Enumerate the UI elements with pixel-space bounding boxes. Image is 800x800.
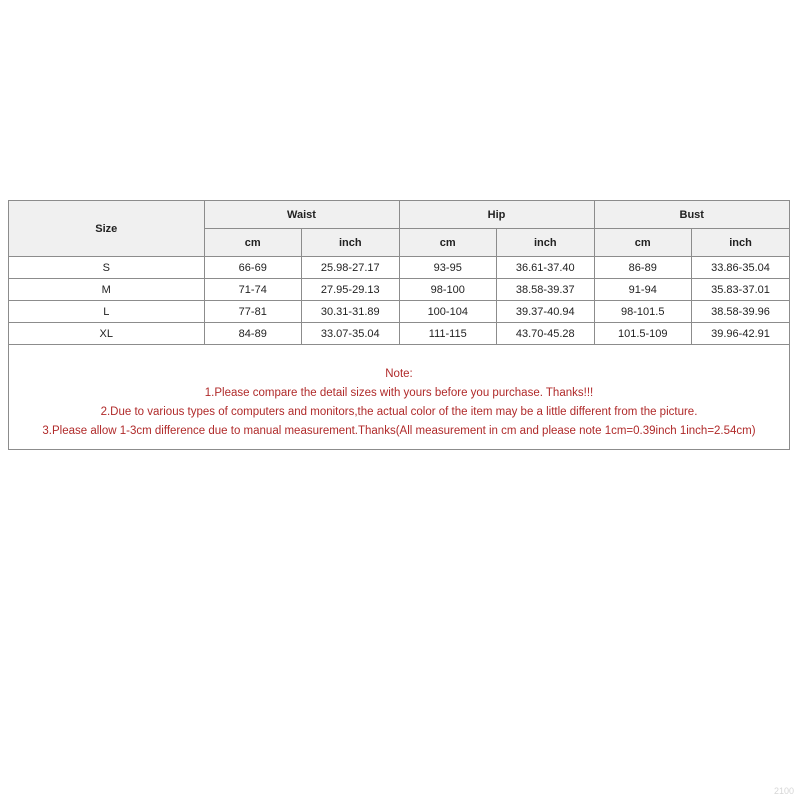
table-cell: 33.86-35.04 xyxy=(692,257,790,279)
table-cell: 27.95-29.13 xyxy=(302,279,400,301)
table-cell: 101.5-109 xyxy=(594,323,692,345)
table-cell: 86-89 xyxy=(594,257,692,279)
size-table xyxy=(9,201,789,345)
notes-section xyxy=(9,345,789,449)
table-cell: 77-81 xyxy=(204,301,302,323)
watermark: 2100 xyxy=(773,786,794,796)
table-cell: 33.07-35.04 xyxy=(302,323,400,345)
bust-header: Bust xyxy=(594,201,789,229)
table-row xyxy=(9,279,789,301)
table-cell: 30.31-31.89 xyxy=(302,301,400,323)
unit-header: inch xyxy=(497,229,595,257)
unit-header: inch xyxy=(692,229,790,257)
table-cell: 35.83-37.01 xyxy=(692,279,790,301)
note-line: 2.Due to various types of computers and monitors,the actual color of the item may be a little different from the picture. xyxy=(100,406,698,418)
table-cell: 98-100 xyxy=(399,279,497,301)
table-cell: 38.58-39.37 xyxy=(497,279,595,301)
note-line: 3.Please allow 1-3cm difference due to manual measurement.Thanks(All measurement in cm and please note 1cm=0.39inch 1inch=2.54cm) xyxy=(42,425,756,437)
size-cell: M xyxy=(9,279,204,301)
size-cell: S xyxy=(9,257,204,279)
table-cell: 98-101.5 xyxy=(594,301,692,323)
table-cell: 111-115 xyxy=(399,323,497,345)
size-cell: L xyxy=(9,301,204,323)
table-row xyxy=(9,323,789,345)
unit-header: cm xyxy=(204,229,302,257)
note-line: 1.Please compare the detail sizes with yours before you purchase. Thanks!!! xyxy=(204,387,594,399)
table-row xyxy=(9,257,789,279)
table-row xyxy=(9,301,789,323)
table-cell: 39.37-40.94 xyxy=(497,301,595,323)
table-cell: 38.58-39.96 xyxy=(692,301,790,323)
size-chart xyxy=(8,200,790,450)
unit-header: cm xyxy=(594,229,692,257)
table-cell: 91-94 xyxy=(594,279,692,301)
waist-header: Waist xyxy=(204,201,399,229)
table-cell: 43.70-45.28 xyxy=(497,323,595,345)
hip-header: Hip xyxy=(399,201,594,229)
table-cell: 36.61-37.40 xyxy=(497,257,595,279)
table-cell: 39.96-42.91 xyxy=(692,323,790,345)
notes-title: Note: xyxy=(385,368,413,380)
table-cell: 25.98-27.17 xyxy=(302,257,400,279)
table-cell: 93-95 xyxy=(399,257,497,279)
table-cell: 84-89 xyxy=(204,323,302,345)
unit-header: cm xyxy=(399,229,497,257)
table-cell: 71-74 xyxy=(204,279,302,301)
table-cell: 100-104 xyxy=(399,301,497,323)
unit-header: inch xyxy=(302,229,400,257)
size-header: Size xyxy=(9,201,204,257)
table-cell: 66-69 xyxy=(204,257,302,279)
size-cell: XL xyxy=(9,323,204,345)
header-row-groups xyxy=(9,201,789,229)
